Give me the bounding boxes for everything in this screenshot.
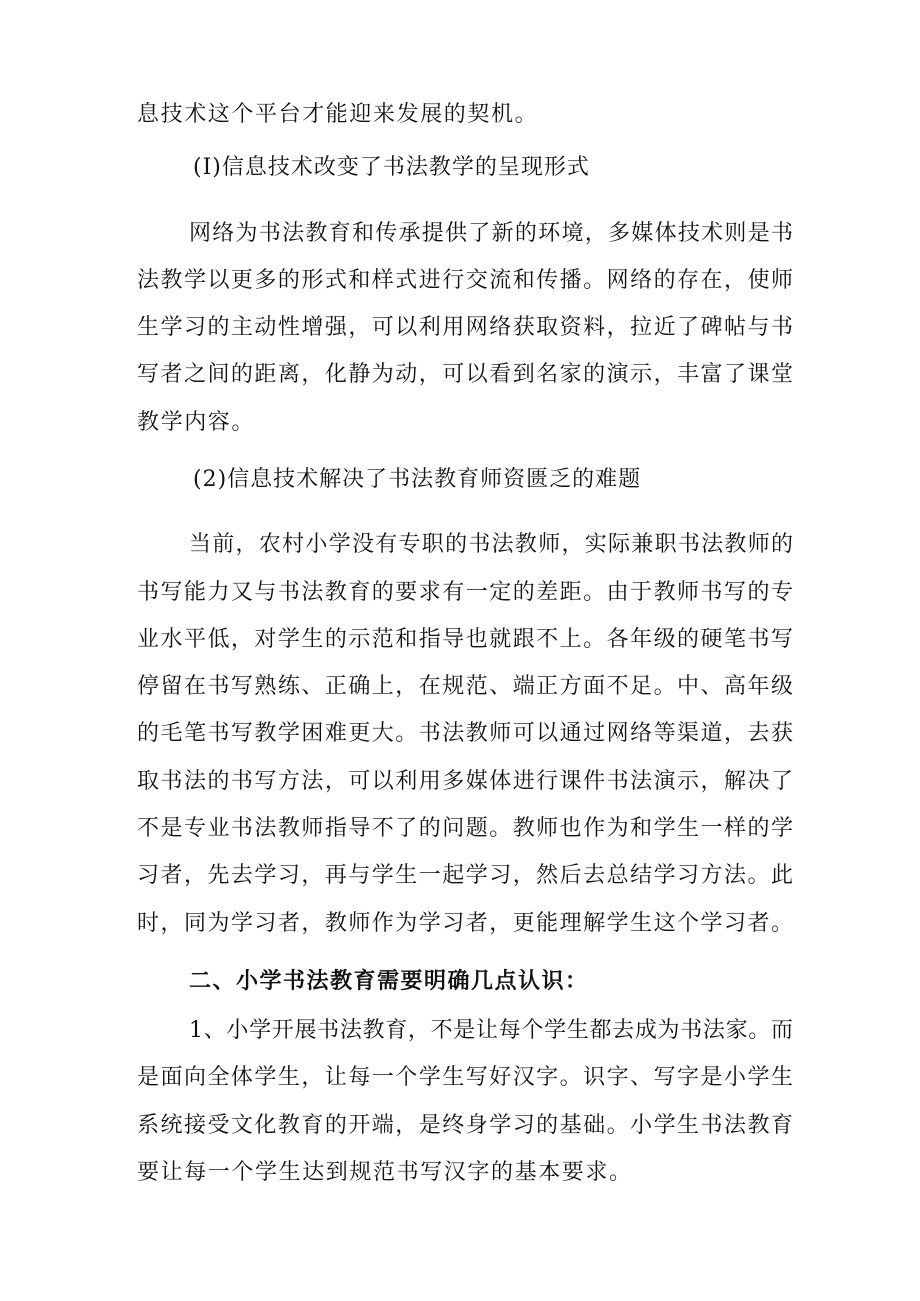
subheading-2: (2)信息技术解决了书法教育师资匮乏的难题 <box>193 467 642 492</box>
paragraph-2-line-4: 停留在书写熟练、正确上，在规范、端正方面不足。中、高年级 <box>137 674 793 699</box>
paragraph-2-line-3: 业水平低，对学生的示范和指导也就跟不上。各年级的硬笔书写 <box>137 627 793 652</box>
paragraph-2-line-7: 不是专业书法教师指导不了的问题。教师也作为和学生一样的学 <box>137 816 793 841</box>
paragraph-1-line-2: 法教学以更多的形式和样式进行交流和传播。网络的存在，使师 <box>137 268 793 293</box>
paragraph-1-line-1: 网络为书法教育和传承提供了新的环境，多媒体技术则是书 <box>189 221 793 246</box>
paragraph-3-line-2: 是面向全体学生，让每一个学生写好汉字。识字、写字是小学生 <box>137 1065 793 1090</box>
paragraph-3-line-4: 要让每一个学生达到规范书写汉字的基本要求。 <box>137 1160 633 1185</box>
paragraph-3-line-3: 系统接受文化教育的开端，是终身学习的基础。小学生书法教育 <box>137 1113 793 1138</box>
paragraph-3-line-1: 1、小学开展书法教育，不是让每个学生都去成为书法家。而 <box>189 1018 793 1043</box>
paragraph-2-line-2: 书写能力又与书法教育的要求有一定的差距。由于教师书写的专 <box>137 580 793 605</box>
paragraph-1-line-4: 写者之间的距离，化静为动，可以看到名家的演示，丰富了课堂 <box>137 362 793 387</box>
section-heading: 二、小学书法教育需要明确几点认识： <box>189 969 589 994</box>
paragraph-2-line-1: 当前，农村小学没有专职的书法教师，实际兼职书法教师的 <box>189 532 793 557</box>
subheading-1: (I)信息技术改变了书法教学的呈现形式 <box>193 155 590 180</box>
intro-tail-line: 息技术这个平台才能迎来发展的契机。 <box>137 102 539 127</box>
paragraph-1-line-5: 教学内容。 <box>137 410 256 435</box>
paragraph-2-line-5: 的毛笔书写教学困难更大。书法教师可以通过网络等渠道，去获 <box>137 721 793 746</box>
paragraph-2-line-6: 取书法的书写方法，可以利用多媒体进行课件书法演示，解决了 <box>137 769 793 794</box>
paragraph-1-line-3: 生学习的主动性增强，可以利用网络获取资料，拉近了碑帖与书 <box>137 315 793 340</box>
paragraph-2-line-8: 习者，先去学习，再与学生一起学习，然后去总结学习方法。此 <box>137 863 793 888</box>
paragraph-2-line-9: 时，同为学习者，教师作为学习者，更能理解学生这个学习者。 <box>137 911 793 936</box>
